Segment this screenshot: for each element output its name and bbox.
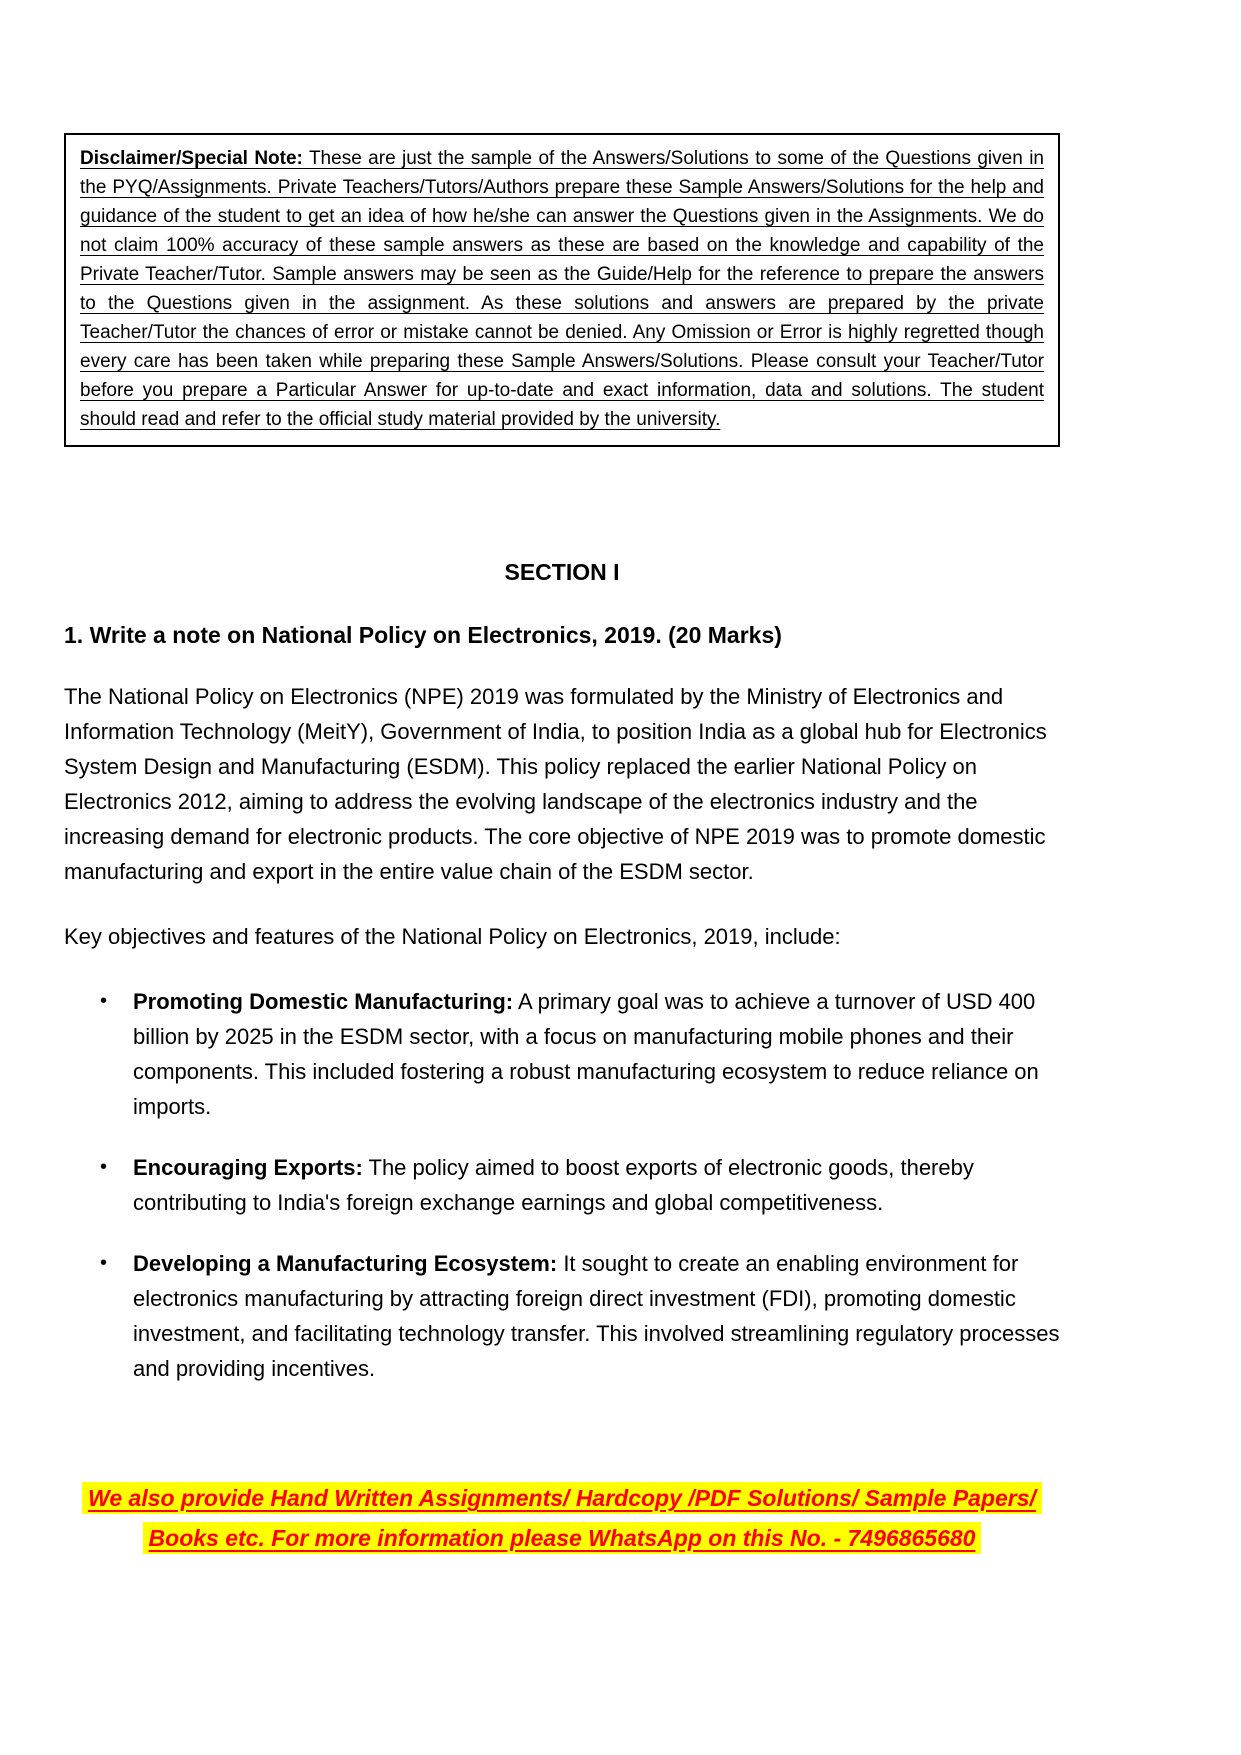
bullet-label: Developing a Manufacturing Ecosystem: — [133, 1251, 558, 1276]
footer-promo — [64, 1478, 1060, 1558]
intro-paragraph: The National Policy on Electronics (NPE) 2019 was formulated by the Ministry of Electronics and Information Technology (MeitY), Government of India, to position India as a global hub for Electronics System Design and Manufacturing (ESDM). This policy replaced the earlier National Policy on Electronics 2012, aiming to address the evolving landscape of the electronics industry and the increasing demand for electronic products. The core objective of NPE 2019 was to promote domestic manufacturing and export in the entire value chain of the ESDM sector. — [64, 684, 1047, 884]
section-title: SECTION I — [504, 559, 620, 585]
document-content — [64, 0, 1060, 1412]
bullet-label: Encouraging Exports: — [133, 1155, 363, 1180]
footer-promo-line-2: Books etc. For more information please WhatsApp on this No. - 7496865680 — [143, 1522, 982, 1554]
bullet-text: It sought to create an enabling environment for electronics manufacturing by attracting foreign direct investment (FDI), promoting domestic investment, and facilitating technology transfer. This involved streamlining regulatory processes and providing incentives. — [133, 1251, 1060, 1381]
bullet-item-promoting-domestic-manufacturing — [64, 984, 1060, 1124]
key-objectives-list — [64, 984, 1060, 1386]
bullet-text: A primary goal was to achieve a turnover of USD 400 billion by 2025 in the ESDM sector, with a focus on manufacturing mobile phones and their components. This included fostering a robust manufacturing ecosystem to reduce reliance on imports. — [133, 989, 1039, 1119]
bullet-item-developing-manufacturing-ecosystem — [64, 1246, 1060, 1386]
disclaimer-text — [80, 144, 1044, 434]
bullet-item-encouraging-exports — [64, 1150, 1060, 1220]
disclaimer-box — [64, 133, 1060, 447]
disclaimer-body: These are just the sample of the Answers/Solutions to some of the Questions given in the PYQ/Assignments. Private Teachers/Tutors/Authors prepare these Sample Answers/Solutions for the help and guidance of the student to get an idea of how he/she can answer the Questions given in the Assignments. We do not claim 100% accuracy of these sample answers as these are based on the knowledge and capability of the Private Teacher/Tutor. Sample answers may be seen as the Guide/Help for the reference to prepare the answers to the Questions given in the assignment. As these solutions and answers are prepared by the private Teacher/Tutor the chances of error or mistake cannot be denied. Any Omission or Error is highly regretted though every care has been taken while preparing these Sample Answers/Solutions. Please consult your Teacher/Tutor before you prepare a Particular Answer for up-to-date and exact information, data and solutions. The student should read and refer to the official study material provided by the university. — [80, 148, 1044, 430]
disclaimer-label: Disclaimer/Special Note: — [80, 148, 303, 169]
footer-promo-line-1: We also provide Hand Written Assignments/ Hardcopy /PDF Solutions/ Sample Papers/ — [82, 1482, 1042, 1514]
bullet-label: Promoting Domestic Manufacturing: — [133, 989, 514, 1014]
question-heading: 1. Write a note on National Policy on Electronics, 2019. (20 Marks) — [64, 622, 782, 648]
bullet-text: The policy aimed to boost exports of electronic goods, thereby contributing to India's foreign exchange earnings and global competitiveness. — [133, 1155, 974, 1215]
key-objectives-lead: Key objectives and features of the National Policy on Electronics, 2019, include: — [64, 924, 841, 949]
